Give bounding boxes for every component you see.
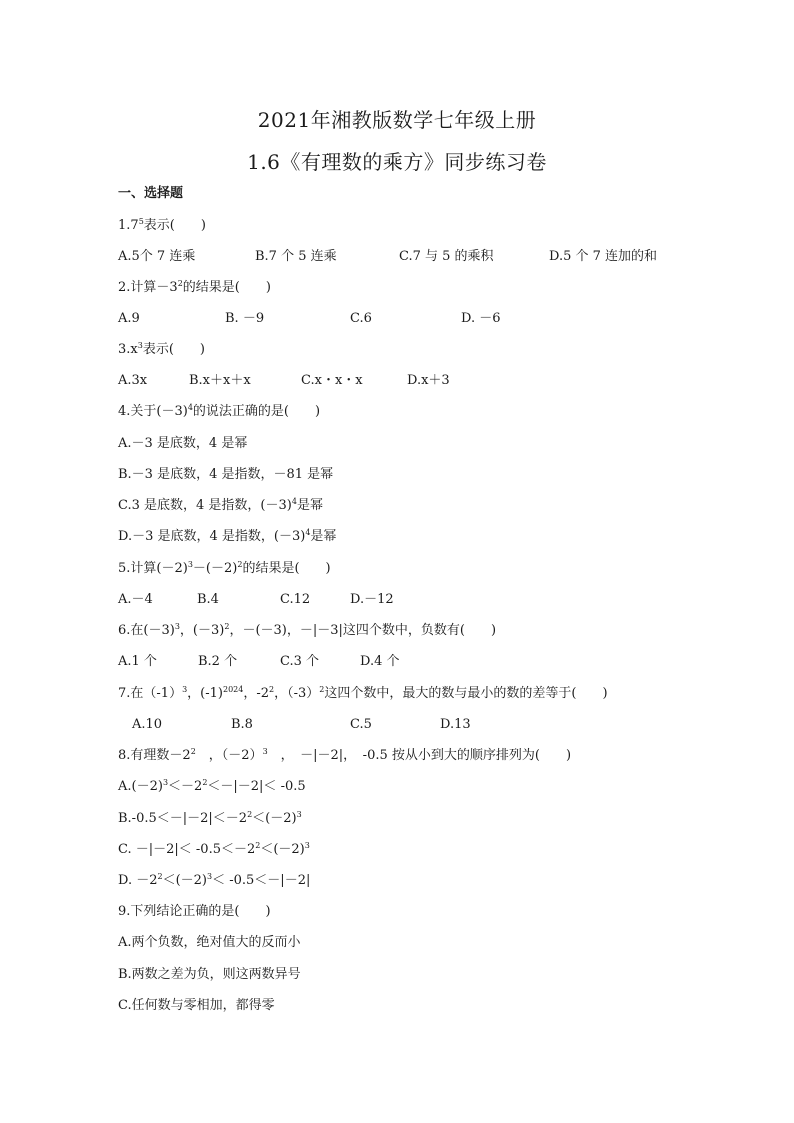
question-text: 表示( ) bbox=[142, 342, 205, 357]
option-text: 是幂 bbox=[310, 529, 337, 544]
exponent: 2 bbox=[224, 622, 230, 631]
question-4 bbox=[118, 404, 320, 420]
exponent: 2 bbox=[247, 810, 253, 819]
option-d: D.5 个 7 连加的和 bbox=[549, 249, 658, 264]
question-7 bbox=[118, 686, 608, 702]
option-text: ＜－2 bbox=[168, 779, 203, 794]
question-text: ，（－2） bbox=[195, 748, 263, 763]
option-a: A.1 个 bbox=[118, 654, 157, 669]
question-text: 2.计算－3 bbox=[118, 280, 178, 295]
document-subtitle: 1.6《有理数的乘方》同步练习卷 bbox=[247, 150, 547, 174]
option-c: C.5 bbox=[350, 717, 372, 732]
option-b bbox=[118, 811, 302, 827]
exponent: 2 bbox=[157, 872, 163, 881]
option-b: B. －9 bbox=[225, 311, 265, 326]
option-b: B.－3 是底数，4 是指数，－81 是幂 bbox=[118, 467, 334, 482]
option-c bbox=[118, 498, 323, 514]
question-text: 这四个数中，最大的数与最小的数的差等于( ) bbox=[324, 686, 608, 701]
option-a: A.10 bbox=[132, 717, 163, 732]
option-text: B.-0.5＜－|－2|＜－2 bbox=[118, 811, 248, 826]
option-c: C.3 个 bbox=[280, 654, 320, 669]
exponent: 2024 bbox=[222, 685, 244, 694]
question-text: 表示( ) bbox=[143, 218, 206, 233]
question-8 bbox=[118, 748, 571, 764]
option-d: D.13 bbox=[440, 717, 471, 732]
option-a: A.－3 是底数，4 是幂 bbox=[118, 436, 248, 451]
option-text: ＜(－2) bbox=[252, 811, 297, 826]
question-text: 的结果是( ) bbox=[242, 561, 331, 576]
option-d bbox=[118, 529, 336, 545]
option-d: D.x＋3 bbox=[407, 373, 450, 388]
option-text: A.(－2) bbox=[118, 779, 163, 794]
question-text: 的结果是( ) bbox=[182, 280, 271, 295]
section-heading: 一、选择题 bbox=[118, 186, 184, 201]
option-b: B.2 个 bbox=[198, 654, 238, 669]
option-b: B.8 bbox=[231, 717, 253, 732]
question-text: 的说法正确的是( ) bbox=[192, 404, 321, 419]
option-text: D.－3 是底数，4 是指数，(－3) bbox=[118, 529, 306, 544]
exponent: 2 bbox=[255, 841, 261, 850]
option-b: B.7 个 5 连乘 bbox=[255, 249, 337, 264]
option-text: ＜(－2) bbox=[162, 873, 208, 888]
option-b: B.4 bbox=[197, 592, 219, 607]
option-text: C. －|－2|＜ -0.5＜－2 bbox=[118, 842, 256, 857]
option-text: D. －2 bbox=[118, 873, 158, 888]
exponent: 3 bbox=[207, 872, 213, 881]
exponent: 3 bbox=[187, 560, 193, 569]
question-text: ，-2 bbox=[243, 686, 270, 701]
question-9: 9.下列结论正确的是( ) bbox=[118, 904, 271, 919]
option-c bbox=[118, 842, 310, 858]
question-text: 7.在（-1） bbox=[118, 686, 183, 701]
option-c: C.x・x・x bbox=[301, 373, 363, 388]
option-text: 是幂 bbox=[296, 498, 323, 513]
exponent: 3 bbox=[137, 341, 143, 350]
question-text: ， －|－2|， -0.5 按从小到大的顺序排列为( ) bbox=[267, 748, 572, 763]
question-text: 1.7 bbox=[118, 218, 139, 233]
question-text: －(－2) bbox=[192, 561, 238, 576]
exponent: 2 bbox=[190, 747, 196, 756]
option-c: C.12 bbox=[280, 592, 311, 607]
option-a: A.5个 7 连乘 bbox=[118, 249, 196, 264]
exponent: 2 bbox=[269, 685, 275, 694]
exponent: 3 bbox=[304, 841, 310, 850]
question-text: 6.在(－3) bbox=[118, 623, 175, 638]
exponent: 2 bbox=[177, 279, 183, 288]
question-6 bbox=[118, 623, 496, 639]
question-text: 8.有理数－2 bbox=[118, 748, 191, 763]
option-c: C.任何数与零相加，都得零 bbox=[118, 998, 275, 1013]
question-5 bbox=[118, 561, 331, 577]
question-text: ，（-3） bbox=[274, 686, 320, 701]
exponent: 3 bbox=[296, 810, 302, 819]
question-1 bbox=[118, 218, 206, 234]
exponent: 3 bbox=[174, 622, 180, 631]
question-text: ，(－3) bbox=[179, 623, 225, 638]
option-b: B.两数之差为负，则这两数异号 bbox=[118, 967, 301, 982]
exponent: 3 bbox=[162, 778, 169, 787]
option-d: D.4 个 bbox=[360, 654, 400, 669]
option-a bbox=[118, 779, 306, 795]
exponent: 3 bbox=[262, 747, 268, 756]
option-a: A.－4 bbox=[118, 592, 153, 607]
question-2 bbox=[118, 280, 271, 296]
exponent: 2 bbox=[237, 560, 243, 569]
option-d: D. －6 bbox=[461, 311, 501, 326]
option-text: C.3 是底数，4 是指数，(－3) bbox=[118, 498, 292, 513]
exponent: 4 bbox=[187, 403, 193, 412]
option-d: D.－12 bbox=[350, 592, 394, 607]
question-text: 5.计算(－2) bbox=[118, 561, 188, 576]
option-b: B.x＋x＋x bbox=[189, 373, 251, 388]
exponent: 3 bbox=[182, 685, 188, 694]
question-text: 4.关于(－3) bbox=[118, 404, 188, 419]
question-text: ，－(－3)，－|－3|这四个数中，负数有( ) bbox=[229, 623, 497, 638]
option-c: C.7 与 5 的乘积 bbox=[399, 249, 494, 264]
document-title: 2021年湘教版数学七年级上册 bbox=[257, 108, 537, 132]
option-c: C.6 bbox=[350, 311, 372, 326]
option-text: ＜ -0.5＜－|－2| bbox=[212, 873, 311, 888]
question-text: 3.x bbox=[118, 342, 138, 357]
exponent: 2 bbox=[319, 685, 325, 694]
option-a: A.3x bbox=[118, 373, 148, 388]
exponent: 5 bbox=[138, 217, 144, 226]
option-a: A.两个负数，绝对值大的反而小 bbox=[118, 935, 301, 950]
exponent: 4 bbox=[305, 528, 311, 537]
option-a: A.9 bbox=[118, 311, 140, 326]
exponent: 4 bbox=[291, 497, 297, 506]
exponent: 2 bbox=[202, 778, 208, 787]
option-text: ＜(－2) bbox=[260, 842, 305, 857]
question-text: ，(-1) bbox=[187, 686, 223, 701]
option-text: ＜－|－2|＜ -0.5 bbox=[207, 779, 306, 794]
option-d bbox=[118, 873, 310, 889]
question-3 bbox=[118, 342, 205, 358]
